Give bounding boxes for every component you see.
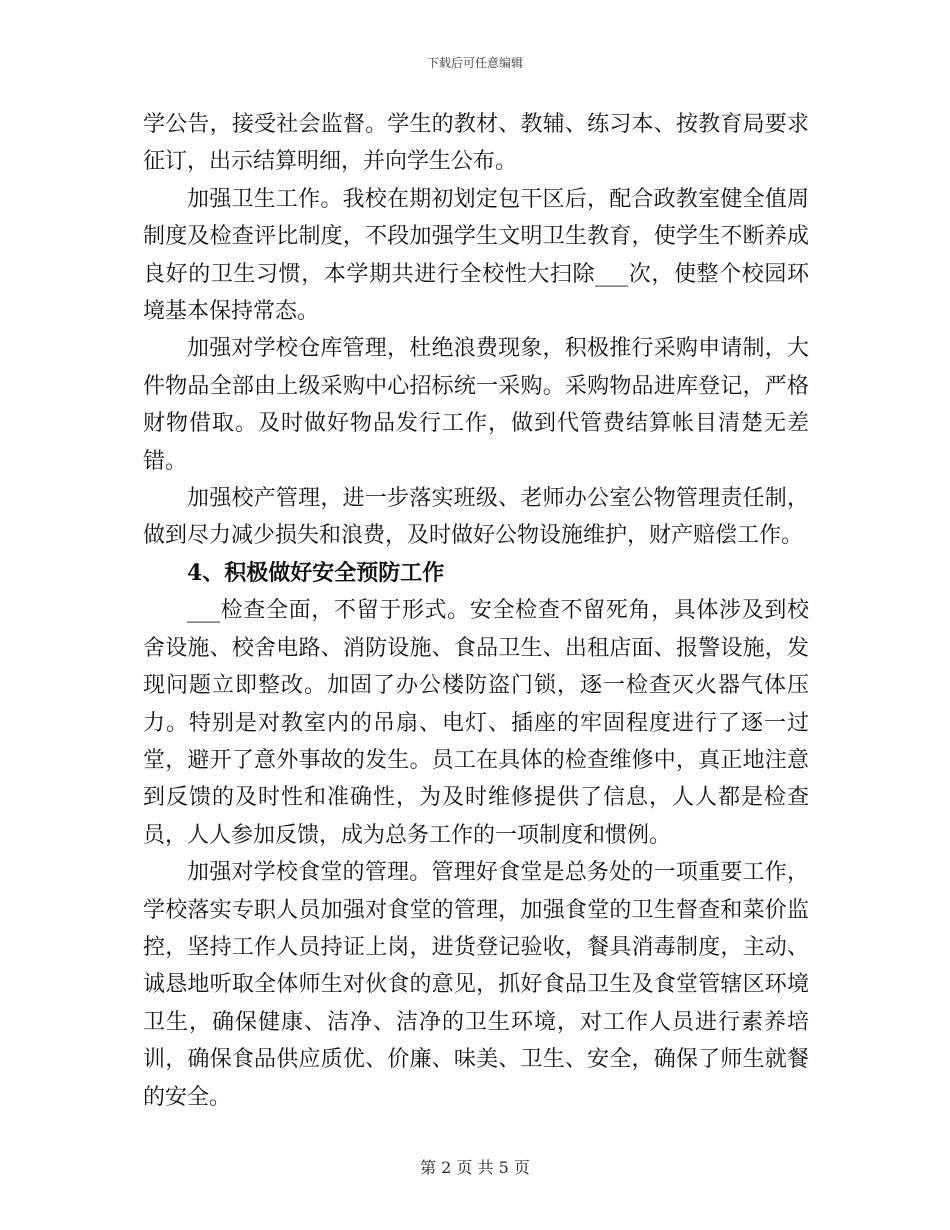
paragraph: 加强卫生工作。我校在期初划定包干区后，配合政教室健全值周制度及检查评比制度，不段加强学生文明卫生教育，使学生不断养成良好的卫生习惯，本学期共进行全校性大扫除___次，使整个校园环境基本保持常态。 (143, 186, 809, 325)
paragraph: 加强对学校食堂的管理。管理好食堂是总务处的一项重要工作，学校落实专职人员加强对食堂的管理，加强食堂的卫生督查和菜价监控，坚持工作人员持证上岗，进货登记验收，餐具消毒制度，主动、诚恳地听取全体师生对伙食的意见，抓好食品卫生及食堂管辖区环境卫生，确保健康、洁净、洁净的卫生环境，对工作人员进行素养培训，确保食品供应质优、价廉、味美、卫生、安全，确保了师生就餐的安全。 (143, 860, 809, 1110)
paragraph: 加强校产管理，进一步落实班级、老师办公室公物管理责任制，做到尽力减少损失和浪费，及时做好公物设施维护，财产赔偿工作。 (143, 486, 809, 549)
paragraph: 学公告，接受社会监督。学生的教材、教辅、练习本、按教育局要求征订，出示结算明细，并向学生公布。 (143, 112, 809, 175)
section-heading: 4、积极做好安全预防工作 (187, 559, 445, 586)
paragraph: ___检查全面，不留于形式。安全检查不留死角，具体涉及到校舍设施、校舍电路、消防设施、食品卫生、出租店面、报警设施，发现问题立即整改。加固了办公楼防盗门锁，逐一检查灭火器气体压力。特别是对教室内的吊扇、电灯、插座的牢固程度进行了逐一过堂，避开了意外事故的发生。员工在具体的检查维修中，真正地注意到反馈的及时性和准确性，为及时维修提供了信息，人人都是检查员，人人参加反馈，成为总务工作的一项制度和惯例。 (143, 598, 809, 848)
page-footer: 第 2 页 共 5 页 (420, 1158, 530, 1177)
paragraph: 加强对学校仓库管理，杜绝浪费现象，积极推行采购申请制，大件物品全部由上级采购中心招标统一采购。采购物品进库登记，严格财物借取。及时做好物品发行工作，做到代管费结算帐目清楚无差错。 (143, 336, 809, 474)
page-header: 下载后可任意编辑 (426, 56, 523, 70)
document-body (143, 106, 809, 1116)
